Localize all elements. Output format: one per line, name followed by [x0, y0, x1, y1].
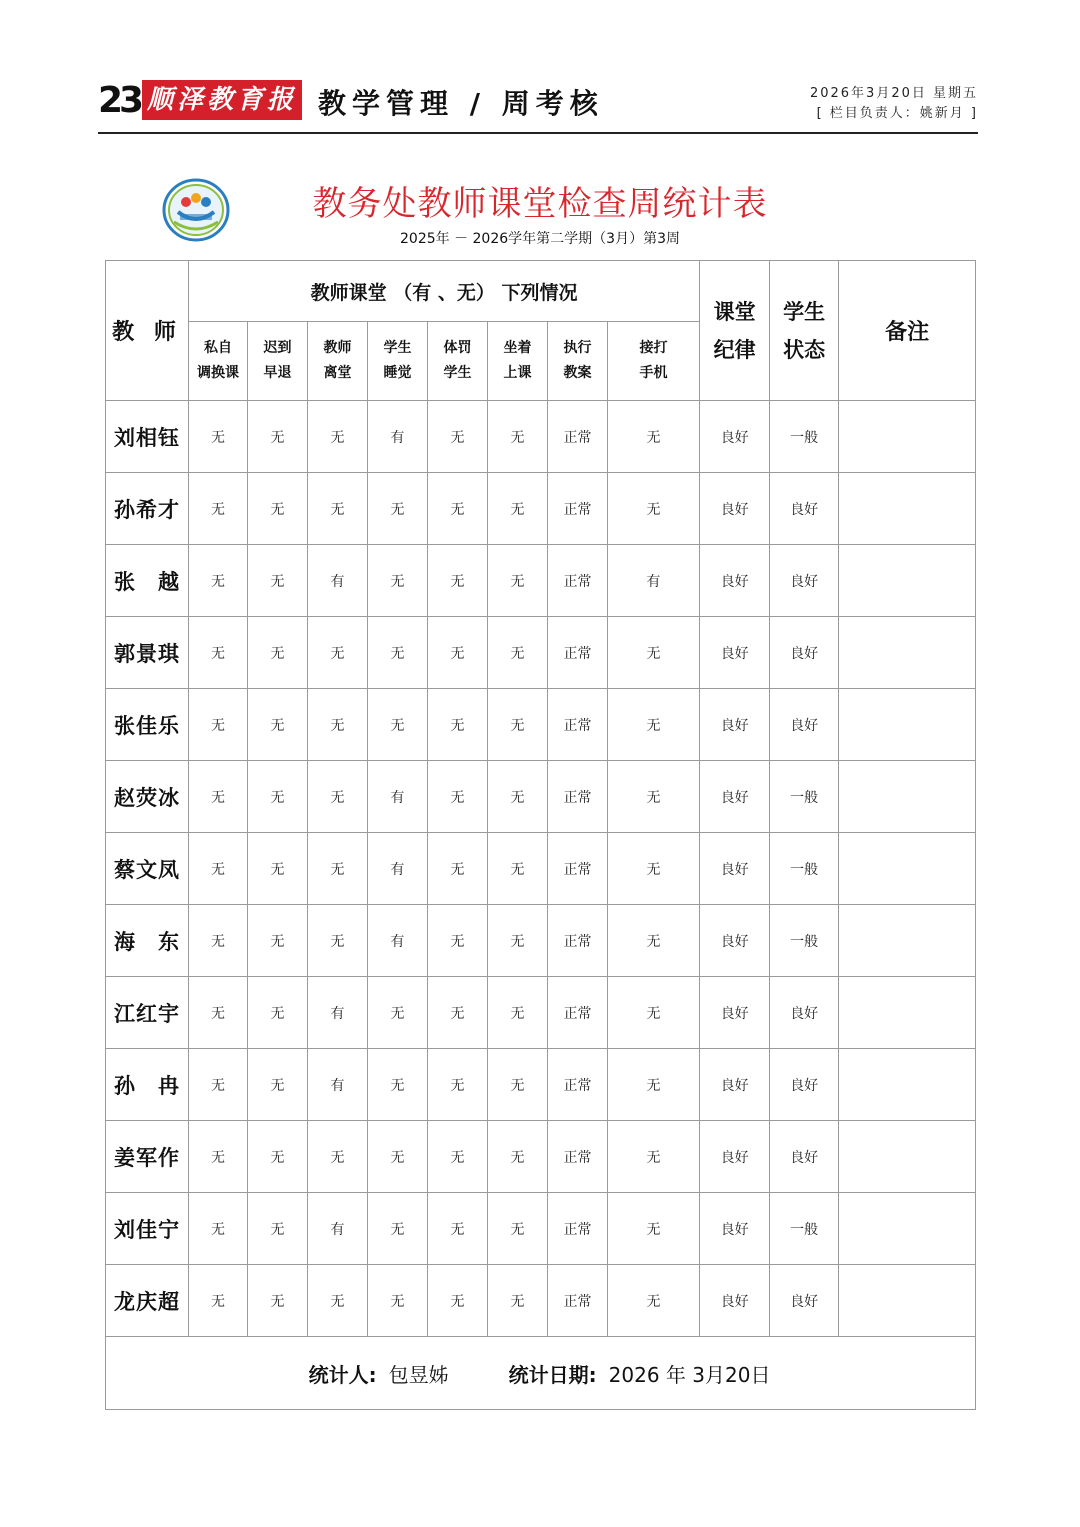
table-cell: 良好	[770, 1265, 839, 1337]
table-cell: 有	[368, 401, 428, 473]
table-cell: 正常	[548, 689, 608, 761]
remarks-cell	[839, 401, 976, 473]
table-cell: 无	[189, 617, 248, 689]
table-cell: 无	[368, 1121, 428, 1193]
table-cell: 无	[248, 1265, 308, 1337]
table-cell: 无	[608, 761, 700, 833]
table-cell: 良好	[700, 977, 770, 1049]
table-cell: 无	[248, 761, 308, 833]
table-cell: 良好	[770, 977, 839, 1049]
table-cell: 无	[488, 977, 548, 1049]
table-cell: 无	[308, 401, 368, 473]
table-cell: 良好	[770, 617, 839, 689]
table-cell: 无	[428, 473, 488, 545]
table-cell: 正常	[548, 617, 608, 689]
table-cell: 一般	[770, 1193, 839, 1265]
subheader-col-7: 执行 教案	[548, 322, 608, 401]
table-cell: 正常	[548, 833, 608, 905]
table-cell: 无	[428, 1121, 488, 1193]
table-cell: 正常	[548, 545, 608, 617]
table-cell: 无	[608, 1265, 700, 1337]
table-cell: 无	[248, 1121, 308, 1193]
table-cell: 正常	[548, 977, 608, 1049]
table-cell: 无	[488, 473, 548, 545]
teacher-name: 刘佳宁	[106, 1193, 189, 1265]
table-cell: 无	[428, 833, 488, 905]
subheader-col-4: 学生 睡觉	[368, 322, 428, 401]
remarks-cell	[839, 689, 976, 761]
table-cell: 无	[368, 1265, 428, 1337]
subheader-col-5: 体罚 学生	[428, 322, 488, 401]
table-cell: 有	[368, 905, 428, 977]
table-cell: 无	[488, 617, 548, 689]
table-cell: 无	[428, 401, 488, 473]
publication-date: 2026年3月20日 星期五	[809, 86, 978, 101]
table-cell: 一般	[770, 401, 839, 473]
table-cell: 良好	[700, 1265, 770, 1337]
table-cell: 无	[488, 401, 548, 473]
section-title: 教学管理 / 周考核	[318, 87, 604, 120]
table-cell: 一般	[770, 761, 839, 833]
table-cell: 无	[488, 1049, 548, 1121]
teacher-name: 海 东	[106, 905, 189, 977]
table-cell: 无	[248, 401, 308, 473]
table-cell: 无	[488, 1193, 548, 1265]
statistician-name: 包昱姊	[388, 1362, 449, 1387]
table-cell: 无	[608, 1049, 700, 1121]
stat-date-label: 统计日期:	[508, 1362, 597, 1387]
table-cell: 无	[248, 905, 308, 977]
table-cell: 无	[368, 689, 428, 761]
document-title: 教务处教师课堂检查周统计表	[312, 184, 768, 224]
table-cell: 无	[248, 617, 308, 689]
teacher-name: 张佳乐	[106, 689, 189, 761]
stat-date: 2026 年 3月20日	[608, 1362, 771, 1387]
table-row	[106, 1049, 976, 1121]
table-cell: 无	[428, 617, 488, 689]
table-row	[106, 905, 976, 977]
table-cell: 无	[368, 473, 428, 545]
table-cell: 无	[368, 1049, 428, 1121]
table-cell: 无	[608, 905, 700, 977]
teacher-name: 孙希才	[106, 473, 189, 545]
remarks-cell	[839, 1121, 976, 1193]
table-cell: 一般	[770, 905, 839, 977]
table-cell: 正常	[548, 1265, 608, 1337]
remarks-cell	[839, 977, 976, 1049]
teacher-name: 姜军作	[106, 1121, 189, 1193]
teacher-name: 赵荧冰	[106, 761, 189, 833]
table-cell: 无	[308, 689, 368, 761]
table-cell: 良好	[770, 1121, 839, 1193]
table-cell: 无	[248, 473, 308, 545]
header-student-status: 学生 状态	[770, 261, 839, 401]
table-cell: 良好	[700, 1049, 770, 1121]
classroom-inspection-table	[105, 260, 976, 1410]
table-cell: 有	[308, 545, 368, 617]
table-row	[106, 1121, 976, 1193]
table-cell: 无	[189, 545, 248, 617]
remarks-cell	[839, 1265, 976, 1337]
table-row	[106, 689, 976, 761]
table-cell: 无	[488, 1265, 548, 1337]
table-cell: 一般	[770, 833, 839, 905]
table-cell: 良好	[700, 1121, 770, 1193]
table-cell: 无	[608, 401, 700, 473]
table-cell: 无	[189, 473, 248, 545]
remarks-cell	[839, 833, 976, 905]
teacher-name: 江红宇	[106, 977, 189, 1049]
table-cell: 良好	[770, 545, 839, 617]
table-cell: 良好	[700, 401, 770, 473]
table-cell: 良好	[700, 905, 770, 977]
remarks-cell	[839, 761, 976, 833]
table-cell: 无	[488, 545, 548, 617]
table-cell: 无	[308, 1265, 368, 1337]
table-cell: 良好	[700, 833, 770, 905]
header-teacher: 教 师	[106, 261, 189, 401]
remarks-cell	[839, 473, 976, 545]
table-cell: 无	[189, 905, 248, 977]
table-cell: 良好	[770, 689, 839, 761]
subheader-col-1: 私自 调换课	[189, 322, 248, 401]
teacher-name: 刘相钰	[106, 401, 189, 473]
issue-number: 23	[98, 80, 141, 121]
remarks-cell	[839, 1193, 976, 1265]
table-cell: 正常	[548, 1193, 608, 1265]
table-cell: 无	[428, 1265, 488, 1337]
table-cell: 无	[248, 545, 308, 617]
teacher-name: 张 越	[106, 545, 189, 617]
table-cell: 无	[189, 689, 248, 761]
table-cell: 无	[189, 401, 248, 473]
table-cell: 无	[308, 1121, 368, 1193]
header-discipline: 课堂 纪律	[700, 261, 770, 401]
table-row	[106, 1265, 976, 1337]
table-cell: 无	[189, 1121, 248, 1193]
table-cell: 有	[368, 761, 428, 833]
table-row	[106, 617, 976, 689]
table-cell: 无	[368, 617, 428, 689]
newspaper-masthead	[98, 78, 978, 134]
table-cell: 无	[189, 1193, 248, 1265]
teacher-name: 龙庆超	[106, 1265, 189, 1337]
table-row	[106, 761, 976, 833]
table-cell: 无	[608, 617, 700, 689]
table-cell: 无	[308, 473, 368, 545]
subheader-col-8: 接打 手机	[608, 322, 700, 401]
table-row	[106, 473, 976, 545]
table-cell: 良好	[700, 617, 770, 689]
remarks-cell	[839, 545, 976, 617]
statistician-label: 统计人:	[308, 1362, 377, 1387]
table-cell: 无	[368, 545, 428, 617]
table-row	[106, 977, 976, 1049]
table-cell: 无	[248, 1049, 308, 1121]
table-cell: 无	[488, 689, 548, 761]
table-cell: 无	[488, 905, 548, 977]
table-cell: 无	[428, 689, 488, 761]
table-cell: 无	[488, 833, 548, 905]
table-row	[106, 1193, 976, 1265]
table-cell: 无	[308, 833, 368, 905]
table-cell: 无	[308, 617, 368, 689]
table-cell: 良好	[700, 1193, 770, 1265]
paper-name-logo: 顺泽教育报	[142, 80, 302, 120]
table-cell: 无	[428, 761, 488, 833]
table-row	[106, 833, 976, 905]
remarks-cell	[839, 905, 976, 977]
table-cell: 无	[248, 1193, 308, 1265]
subheader-col-6: 坐着 上课	[488, 322, 548, 401]
table-cell: 无	[368, 1193, 428, 1265]
teacher-name: 蔡文凤	[106, 833, 189, 905]
table-cell: 正常	[548, 905, 608, 977]
column-editor: [ 栏目负责人：姚新月 ]	[816, 106, 978, 121]
table-cell: 无	[189, 977, 248, 1049]
table-cell: 良好	[770, 1049, 839, 1121]
table-cell: 无	[248, 977, 308, 1049]
table-cell: 良好	[700, 689, 770, 761]
remarks-cell	[839, 1049, 976, 1121]
table-cell: 无	[608, 833, 700, 905]
table-cell: 无	[428, 545, 488, 617]
table-cell: 正常	[548, 761, 608, 833]
table-cell: 有	[368, 833, 428, 905]
table-cell: 正常	[548, 401, 608, 473]
table-cell: 正常	[548, 1049, 608, 1121]
subheader-col-2: 迟到 早退	[248, 322, 308, 401]
school-emblem-icon	[162, 178, 230, 242]
table-cell: 无	[488, 1121, 548, 1193]
header-situation-group: 教师课堂 （有 、无） 下列情况	[189, 261, 700, 322]
teacher-name: 孙 冉	[106, 1049, 189, 1121]
table-cell: 有	[308, 1193, 368, 1265]
remarks-cell	[839, 617, 976, 689]
table-cell: 无	[308, 761, 368, 833]
table-cell: 有	[308, 977, 368, 1049]
table-cell: 无	[248, 689, 308, 761]
table-cell: 无	[189, 1049, 248, 1121]
table-cell: 正常	[548, 1121, 608, 1193]
table-cell: 无	[189, 833, 248, 905]
table-cell: 无	[608, 977, 700, 1049]
header-remarks: 备注	[839, 261, 976, 401]
table-cell: 良好	[770, 473, 839, 545]
table-footer	[106, 1337, 976, 1410]
table-cell: 良好	[700, 473, 770, 545]
table-cell: 无	[428, 1193, 488, 1265]
table-cell: 有	[608, 545, 700, 617]
table-cell: 无	[428, 905, 488, 977]
table-cell: 良好	[700, 545, 770, 617]
table-cell: 无	[248, 833, 308, 905]
table-cell: 无	[488, 761, 548, 833]
table-cell: 无	[608, 473, 700, 545]
table-row	[106, 545, 976, 617]
table-row	[106, 401, 976, 473]
table-cell: 无	[608, 1193, 700, 1265]
subheader-col-3: 教师 离堂	[308, 322, 368, 401]
table-cell: 无	[608, 1121, 700, 1193]
table-cell: 无	[189, 1265, 248, 1337]
table-cell: 有	[308, 1049, 368, 1121]
teacher-name: 郭景琪	[106, 617, 189, 689]
table-cell: 良好	[700, 761, 770, 833]
table-cell: 无	[428, 977, 488, 1049]
table-cell: 正常	[548, 473, 608, 545]
table-cell: 无	[428, 1049, 488, 1121]
table-cell: 无	[368, 977, 428, 1049]
table-cell: 无	[189, 761, 248, 833]
document-subtitle: 2025年 － 2026学年第二学期（3月）第3周	[400, 231, 680, 247]
table-cell: 无	[608, 689, 700, 761]
table-cell: 无	[308, 905, 368, 977]
